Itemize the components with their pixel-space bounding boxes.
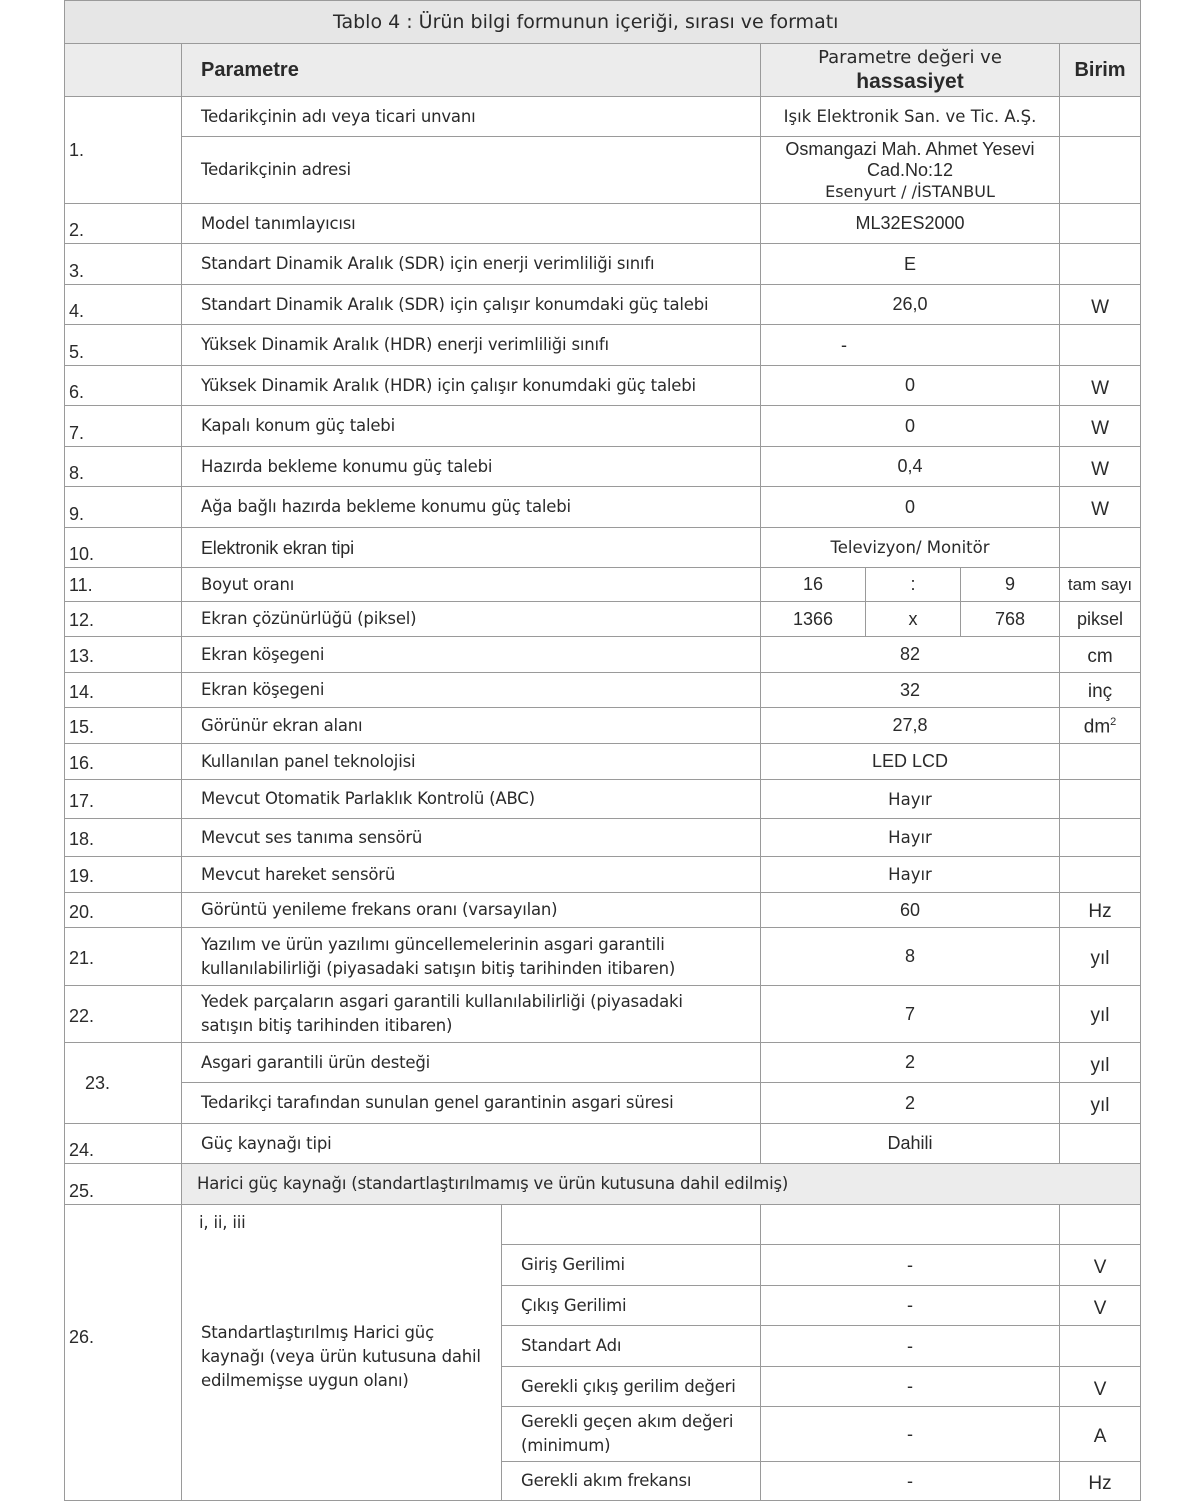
param-label: Mevcut hareket sensörü [182,857,761,893]
table-row [65,1205,1141,1245]
row-number: 18. [65,819,182,857]
row-number: 25. [65,1164,182,1205]
param-unit [1060,244,1141,285]
row-number: 7. [65,406,182,447]
param-unit [1060,708,1141,744]
table-row [65,708,1141,744]
param-value: 0 [761,366,1060,406]
param-unit: cm [1060,637,1141,673]
unit-base: dm [1083,716,1111,738]
param-label: Kullanılan panel teknolojisi [182,744,761,780]
param-label: Tedarikçi tarafından sunulan genel garantinin asgari süresi [182,1083,761,1124]
param-label: Boyut oranı [182,568,761,602]
param-value: 0,4 [761,447,1060,487]
aspect-height: 9 [961,568,1060,602]
table-row [65,406,1141,447]
param-unit: Hz [1060,893,1141,928]
sub-unit [1060,1205,1141,1245]
table-row [65,893,1141,928]
param-unit [1060,1124,1141,1164]
address-line1: Osmangazi Mah. Ahmet Yesevi [785,138,1035,159]
param-value: Hayır [761,780,1060,819]
sub-unit: A [1060,1407,1141,1462]
param-label: Ekran çözünürlüğü (piksel) [182,602,761,637]
table-row [65,137,1141,204]
row-number: 11. [65,568,182,602]
row-number: 21. [65,928,182,986]
table-row [65,744,1141,780]
unit-exponent: 2 [1110,716,1117,729]
param-value: E [761,244,1060,285]
table-row [65,366,1141,406]
param-label-line2: kullanılabilirliği (piyasadaki satışın bitiş tarihinden itibaren) [201,958,676,978]
param-unit: yıl [1060,928,1141,986]
param-label: Güç kaynağı tipi [182,1124,761,1164]
table-row [65,285,1141,325]
table-row [65,528,1141,568]
row-number: 3. [65,244,182,285]
row-number: 13. [65,637,182,673]
param-unit [1060,857,1141,893]
param-unit [1060,744,1141,780]
param-label: Hazırda bekleme konumu güç talebi [182,447,761,487]
param-value: Hayır [761,819,1060,857]
address-line2: Cad.No:12 [866,159,954,180]
param-label: Elektronik ekran tipi [182,528,761,568]
header-value [761,44,1060,97]
table-row [65,1124,1141,1164]
table-row [65,928,1141,986]
table-row [65,487,1141,528]
sub-label: Standart Adı [502,1326,761,1367]
table-row [65,1164,1141,1205]
resolution-separator: x [866,602,961,637]
table-row [65,325,1141,366]
sub-unit: V [1060,1367,1141,1407]
param-label-line2: satışın bitiş tarihinden itibaren) [201,1016,453,1035]
param-value: ML32ES2000 [761,204,1060,244]
sub-label: Çıkış Gerilimi [502,1286,761,1326]
header-value-line2: hassasiyet [856,70,964,93]
param-value: 27,8 [761,708,1060,744]
param-value: LED LCD [761,744,1060,780]
param-unit: W [1060,285,1141,325]
param-label: Görünür ekran alanı [182,708,761,744]
row-number: 14. [65,673,182,708]
param-label-line1: Yazılım ve ürün yazılımı güncellemelerinin asgari garantili [201,934,665,954]
sub-label [502,1205,761,1245]
table-title-row [65,1,1141,44]
param-label: Tedarikçinin adı veya ticari unvanı [182,97,761,137]
param-unit: W [1060,406,1141,447]
table-row [65,568,1141,602]
row-number: 12. [65,602,182,637]
param-label: Kapalı konum güç talebi [182,406,761,447]
param-unit [1060,780,1141,819]
param-value: 32 [761,673,1060,708]
param-label: Ağa bağlı hazırda bekleme konumu güç talebi [182,487,761,528]
param-value: 60 [761,893,1060,928]
header-number-cell [65,44,182,97]
row-number: 17. [65,780,182,819]
group-label-line3: edilmemişse uygun olanı) [201,1371,409,1390]
param-unit [1060,528,1141,568]
row-number: 8. [65,447,182,487]
table-row [65,1043,1141,1083]
sub-value: - [761,1407,1060,1462]
sub-unit [1060,1326,1141,1367]
row-number: 10. [65,528,182,568]
sub-value: - [761,1326,1060,1367]
param-value: 2 [761,1083,1060,1124]
row-number: 26. [69,1327,95,1347]
param-label: Mevcut Otomatik Parlaklık Kontrolü (ABC) [182,780,761,819]
header-unit: Birim [1060,44,1141,97]
sub-label-line2: (minimum) [521,1436,611,1455]
table-row [65,602,1141,637]
sub-value: - [761,1245,1060,1286]
param-unit: inç [1060,673,1141,708]
row-number: 15. [65,708,182,744]
resolution-width: 1366 [761,602,866,637]
table-row [65,204,1141,244]
row-number: 19. [65,857,182,893]
param-label: Görüntü yenileme frekans oranı (varsayılan) [182,893,761,928]
product-info-table [64,0,1141,1501]
param-label: Mevcut ses tanıma sensörü [182,819,761,857]
table-row [65,673,1141,708]
param-value: - [761,325,1060,366]
sub-label-line1: Gerekli geçen akım değeri [521,1412,734,1431]
param-unit [1060,97,1141,137]
table-row [65,244,1141,285]
param-label: Model tanımlayıcısı [182,204,761,244]
header-row [65,44,1141,97]
param-unit: W [1060,366,1141,406]
param-label: Yüksek Dinamik Aralık (HDR) enerji verimliliği sınıfı [182,325,761,366]
param-unit: W [1060,487,1141,528]
param-unit: yıl [1060,1083,1141,1124]
row-number-cell [65,1205,182,1501]
param-unit: W [1060,447,1141,487]
table-row [65,780,1141,819]
param-label: Standart Dinamik Aralık (SDR) için çalışır konumdaki güç talebi [182,285,761,325]
param-value: Hayır [761,857,1060,893]
param-unit [1060,204,1141,244]
sub-unit: Hz [1060,1462,1141,1501]
row-number: 6. [65,366,182,406]
aspect-width: 16 [761,568,866,602]
param-unit: yıl [1060,986,1141,1043]
param-label: Tedarikçinin adresi [182,137,761,204]
table-row [65,447,1141,487]
row-number: 16. [65,744,182,780]
param-label [182,986,761,1043]
sub-value: - [761,1462,1060,1501]
param-unit [1060,137,1141,204]
sub-label: Gerekli akım frekansı [502,1462,761,1501]
param-value: Işık Elektronik San. ve Tic. A.Ş. [761,97,1060,137]
table-row [65,857,1141,893]
param-value: 7 [761,986,1060,1043]
row-number: 5. [65,325,182,366]
external-psu-group [182,1205,502,1501]
param-label [182,928,761,986]
supplier-address [761,137,1060,204]
param-value: 82 [761,637,1060,673]
sub-label: Giriş Gerilimi [502,1245,761,1286]
param-unit [1060,325,1141,366]
param-label: Asgari garantili ürün desteği [182,1043,761,1083]
param-value: 26,0 [761,285,1060,325]
table-row [65,819,1141,857]
header-param: Parametre [182,44,761,97]
group-label-line1: Standartlaştırılmış Harici güç [201,1323,434,1342]
table-title: Tablo 4 : Ürün bilgi formunun içeriği, sırası ve formatı [65,1,1141,44]
row-number: 22. [65,986,182,1043]
row-number: 2. [65,204,182,244]
param-value: Dahili [761,1124,1060,1164]
param-unit: piksel [1060,602,1141,637]
table-row [65,637,1141,673]
group-label-line2: kaynağı (veya ürün kutusuna dahil [201,1347,481,1366]
param-unit [1060,819,1141,857]
table-row [65,97,1141,137]
param-value: 2 [761,1043,1060,1083]
param-value: 0 [761,487,1060,528]
param-value: 8 [761,928,1060,986]
row-number: 23. [65,1043,182,1124]
param-value: 0 [761,406,1060,447]
address-line3: Esenyurt / /İSTANBUL [825,181,995,201]
sub-label [502,1407,761,1462]
table-row [65,986,1141,1043]
param-label-line1: Yedek parçaların asgari garantili kullanılabilirliği (piyasadaki [201,992,683,1011]
sub-unit: V [1060,1286,1141,1326]
param-label: Harici güç kaynağı (standartlaştırılmamış ve ürün kutusuna dahil edilmiş) [182,1164,1141,1205]
roman-index: i, ii, iii [199,1213,246,1232]
param-label: Ekran köşegeni [182,637,761,673]
row-number: 4. [65,285,182,325]
resolution-height: 768 [961,602,1060,637]
param-label: Yüksek Dinamik Aralık (HDR) için çalışır konumdaki güç talebi [182,366,761,406]
row-number: 1. [65,97,182,204]
param-value: Televizyon/ Monitör [761,528,1060,568]
row-number: 20. [65,893,182,928]
aspect-separator: : [866,568,961,602]
sub-value [761,1205,1060,1245]
table-row [65,1083,1141,1124]
row-number: 24. [65,1124,182,1164]
param-label: Ekran köşegeni [182,673,761,708]
header-value-line1: Parametre değeri ve [818,47,1002,68]
row-number: 9. [65,487,182,528]
sub-value: - [761,1367,1060,1407]
sub-label: Gerekli çıkış gerilim değeri [502,1367,761,1407]
param-unit: tam sayı [1060,568,1141,602]
product-info-sheet [64,0,1140,1500]
param-unit: yıl [1060,1043,1141,1083]
sub-value: - [761,1286,1060,1326]
sub-unit: V [1060,1245,1141,1286]
param-label: Standart Dinamik Aralık (SDR) için enerji verimliliği sınıfı [182,244,761,285]
